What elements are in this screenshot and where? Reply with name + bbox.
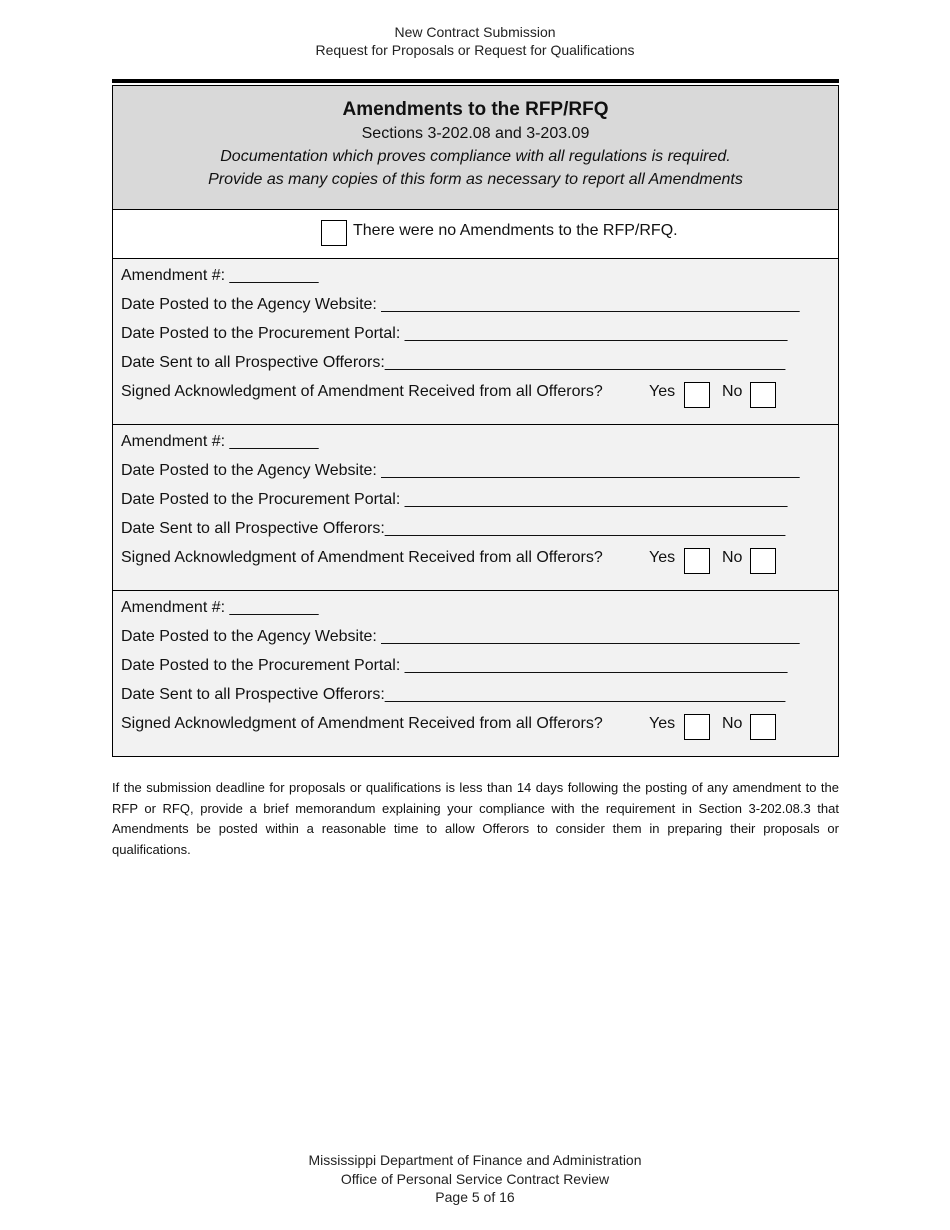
no-checkbox[interactable] <box>750 714 776 740</box>
amendment-section-3 <box>113 591 838 756</box>
footer-line-1: Mississippi Department of Finance and Administration <box>308 1152 642 1168</box>
amendment-section-1 <box>113 259 838 425</box>
amendment-section-2 <box>113 425 838 591</box>
no-amendments-row <box>113 210 838 259</box>
agency-website-date-field[interactable]: Date Posted to the Agency Website: _______________________________________________ <box>121 628 800 645</box>
page-number: Page 5 of 16 <box>435 1189 515 1205</box>
no-checkbox[interactable] <box>750 548 776 574</box>
page-header <box>0 23 950 59</box>
acknowledgment-question: Signed Acknowledgment of Amendment Received from all Offerors? <box>121 549 603 566</box>
amendment-number-field[interactable]: Amendment #: __________ <box>121 599 319 616</box>
no-checkbox[interactable] <box>750 382 776 408</box>
memo-instruction: If the submission deadline for proposals or qualifications is less than 14 days following the posting of any amendment to the RFP or RFQ, provide a brief memorandum explaining your compliance with the requirement in Section 3-202.08.3 that Amendments be posted within a reasonable time to allow Offerors to consider them in preparing their proposals or qualifications. <box>112 780 839 857</box>
amendment-number-field[interactable]: Amendment #: __________ <box>121 267 319 284</box>
form-title: Amendments to the RFP/RFQ <box>342 99 609 120</box>
footer-line-2: Office of Personal Service Contract Review <box>340 1170 610 1187</box>
acknowledgment-question: Signed Acknowledgment of Amendment Received from all Offerors? <box>121 383 603 400</box>
agency-website-date-field[interactable]: Date Posted to the Agency Website: _______________________________________________ <box>121 462 800 479</box>
prospective-offerors-date-field[interactable]: Date Sent to all Prospective Offerors:_____________________________________________ <box>121 354 786 371</box>
header-rule <box>112 79 839 83</box>
prospective-offerors-date-field[interactable]: Date Sent to all Prospective Offerors:_____________________________________________ <box>121 686 786 703</box>
no-amendments-checkbox[interactable] <box>321 220 347 246</box>
procurement-portal-date-field[interactable]: Date Posted to the Procurement Portal: ___________________________________________ <box>121 325 788 342</box>
no-label: No <box>722 715 743 732</box>
yes-checkbox[interactable] <box>684 548 710 574</box>
header-line-2: Request for Proposals or Request for Qualifications <box>315 42 635 58</box>
no-label: No <box>722 549 743 566</box>
prospective-offerors-date-field[interactable]: Date Sent to all Prospective Offerors:_____________________________________________ <box>121 520 786 537</box>
form-subtitle: Sections 3-202.08 and 3-203.09 <box>361 125 590 142</box>
yes-checkbox[interactable] <box>684 382 710 408</box>
form-note-2: Provide as many copies of this form as necessary to report all Amendments <box>208 171 743 188</box>
yes-label: Yes <box>649 383 676 400</box>
yes-label: Yes <box>649 715 676 732</box>
page-footer <box>0 1151 950 1207</box>
no-amendments-label: There were no Amendments to the RFP/RFQ. <box>353 222 678 239</box>
amendments-form <box>112 85 839 757</box>
form-title-block <box>113 86 838 210</box>
agency-website-date-field[interactable]: Date Posted to the Agency Website: _______________________________________________ <box>121 296 800 313</box>
form-note-1: Documentation which proves compliance with all regulations is required. <box>220 148 731 165</box>
amendment-number-field[interactable]: Amendment #: __________ <box>121 433 319 450</box>
yes-label: Yes <box>649 549 676 566</box>
header-line-1: New Contract Submission <box>394 24 556 40</box>
procurement-portal-date-field[interactable]: Date Posted to the Procurement Portal: ___________________________________________ <box>121 491 788 508</box>
acknowledgment-question: Signed Acknowledgment of Amendment Received from all Offerors? <box>121 715 603 732</box>
no-label: No <box>722 383 743 400</box>
procurement-portal-date-field[interactable]: Date Posted to the Procurement Portal: ___________________________________________ <box>121 657 788 674</box>
yes-checkbox[interactable] <box>684 714 710 740</box>
